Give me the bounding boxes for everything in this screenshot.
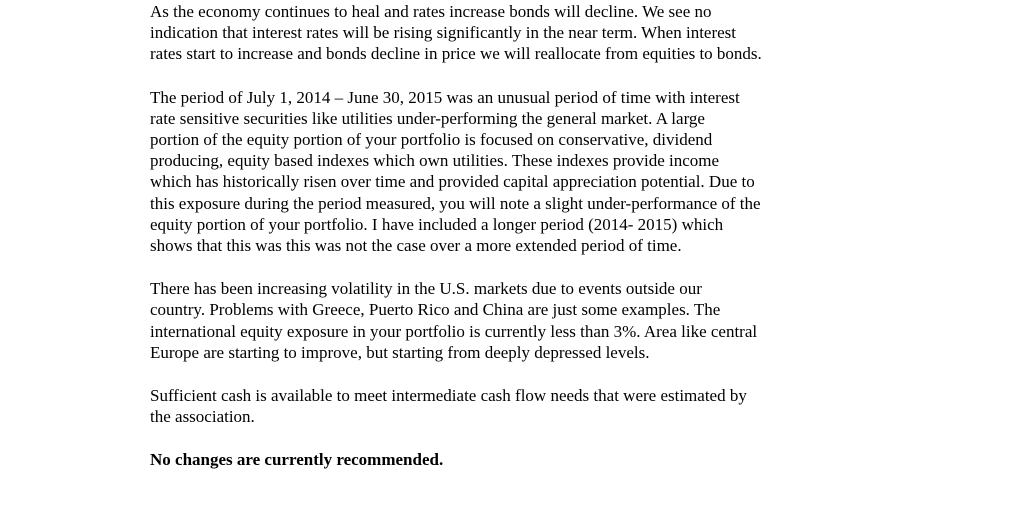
text-line: shows that this was this was not the case over a more extended period of time. [150,236,682,256]
text-line: indication that interest rates will be rising significantly in the near term. When interest [150,23,737,43]
document-body [150,0,890,493]
text-line: equity portion of your portfolio. I have included a longer period (2014- 2015) which [150,214,724,234]
text-line: international equity exposure in your portfolio is currently less than 3%. Area like central [150,321,758,341]
text-line: The period of July 1, 2014 – June 30, 2015 was an unusual period of time with interest [150,87,740,107]
text-line: this exposure during the period measured, you will note a slight under-performance of the [150,193,761,213]
text-line: Europe are starting to improve, but starting from deeply depressed levels. [150,342,650,362]
paragraph-bond-outlook [150,1,890,65]
text-line: As the economy continues to heal and rates increase bonds will decline. We see no [150,2,712,21]
text-line: rates start to increase and bonds decline in price we will reallocate from equities to bonds. [150,44,762,64]
recommendation-statement [150,449,890,470]
text-line: producing, equity based indexes which own utilities. These indexes provide income [150,151,720,171]
paragraph-market-volatility [150,278,890,363]
text-line: rate sensitive securities like utilities under-performing the general market. A large [150,108,705,128]
text-line: portion of the equity portion of your portfolio is focused on conservative, dividend [150,130,713,150]
text-line: the association. [150,407,255,427]
paragraph-period-performance [150,87,890,257]
text-line: No changes are currently recommended. [150,450,444,470]
paragraph-cash-availability [150,385,890,427]
text-line: which has historically risen over time and provided capital appreciation potential. Due to [150,172,755,192]
text-line: There has been increasing volatility in the U.S. markets due to events outside our [150,279,702,299]
text-line: country. Problems with Greece, Puerto Rico and China are just some examples. The [150,300,721,320]
text-line: Sufficient cash is available to meet intermediate cash flow needs that were estimated by [150,386,747,406]
